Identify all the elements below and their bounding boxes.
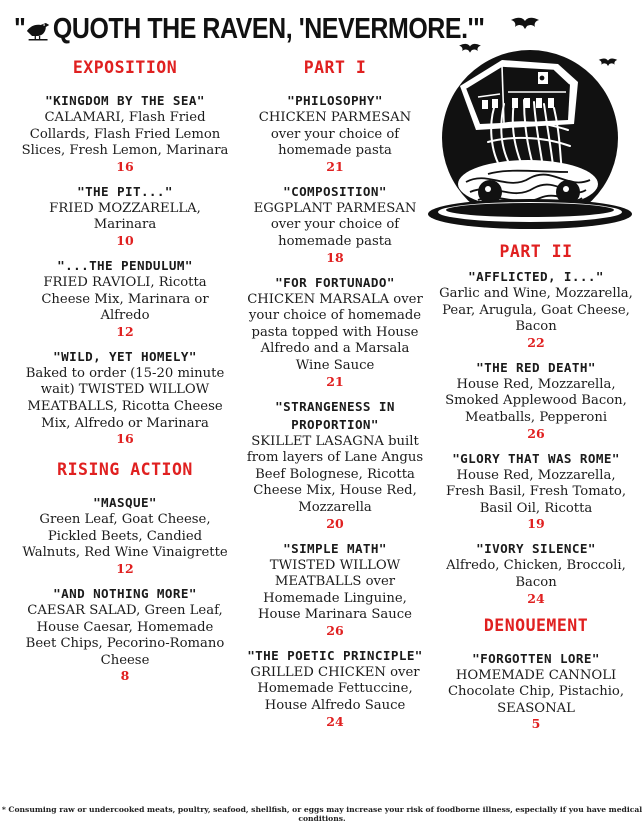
menu-item-description: EGGPLANT PARMESAN over your choice of homemade pasta	[253, 200, 417, 249]
bat-icon	[509, 14, 541, 32]
menu-item-description: Alfredo, Chicken, Broccoli, Bacon	[446, 558, 626, 590]
column-left	[20, 58, 230, 692]
menu-item-description: FRIED MOZZARELLA, Marinara	[49, 200, 201, 233]
menu-item-name: "WILD, YET HOMELY"	[53, 348, 197, 364]
section-title-denouement: DENOUEMENT	[483, 615, 589, 635]
menu-item-description: CAESAR SALAD, Green Leaf, House Caesar, Homemade Beet Chips, Pecorino-Romano Cheese	[25, 602, 225, 668]
menu-item	[438, 540, 634, 605]
menu-item-price: 18	[326, 249, 344, 265]
menu-item-name: "GLORY THAT WAS ROME"	[452, 450, 620, 466]
menu-item	[20, 92, 230, 174]
menu-item-description: SKILLET LASAGNA built from layers of Lane Angus Beef Bolognese, Ricotta Cheese Mix, House Red, Mozzarella	[246, 433, 424, 515]
part1-items	[246, 92, 424, 729]
menu-item-name: "SIMPLE MATH"	[283, 540, 387, 556]
menu-item-name: "MASQUE"	[93, 495, 157, 511]
menu-item-name: "FOR FORTUNADO"	[275, 274, 395, 290]
exposition-items	[20, 92, 230, 446]
section-title-part1: PART I	[303, 58, 367, 77]
menu-item	[20, 183, 230, 248]
menu-item-name: "FORGOTTEN LORE"	[472, 650, 600, 666]
menu-item-price: 12	[116, 323, 134, 339]
menu-item-name: "PHILOSOPHY"	[287, 93, 383, 108]
section-title-part2: PART II	[499, 242, 573, 261]
menu-item-description: HOMEMADE CANNOLI Chocolate Chip, Pistachio, SEASONAL	[447, 667, 625, 716]
menu-item-price: 26	[527, 425, 545, 441]
menu-item-price: 26	[326, 622, 344, 638]
section-title-rising-action: RISING ACTION	[57, 460, 193, 480]
menu-item-name: "COMPOSITION"	[283, 183, 387, 199]
title-text: QUOTH THE RAVEN, 'NEVERMORE.'"	[52, 13, 485, 45]
menu-item-description: GRILLED CHICKEN over Homemade Fettuccine, House Alfredo Sauce	[250, 664, 420, 714]
menu-item-description: TWISTED WILLOW MEATBALLS over Homemade Linguine, House Marinara Sauce	[258, 557, 412, 623]
menu-item-name: "IVORY SILENCE"	[476, 541, 596, 557]
menu-item	[246, 274, 424, 389]
menu-item-description: CHICKEN MARSALA over your choice of homemade pasta topped with House Alfredo and a Marsala Wine Sauce	[247, 291, 423, 373]
pasta-house-illustration	[418, 42, 636, 238]
menu-item-name: "THE RED DEATH"	[476, 359, 596, 375]
menu-item-price: 24	[326, 713, 344, 729]
column-right	[438, 242, 634, 740]
menu-item-price: 10	[116, 232, 134, 248]
menu-item	[20, 257, 230, 339]
menu-item-description: House Red, Mozzarella, Smoked Applewood Bacon, Meatballs, Pepperoni	[445, 376, 627, 425]
menu-item-price: 12	[116, 560, 134, 576]
menu-item-name: "THE PIT..."	[77, 183, 173, 199]
part2-items	[438, 268, 634, 606]
menu-item	[438, 268, 634, 350]
rising-action-items	[20, 494, 230, 683]
menu-item-price: 21	[326, 158, 344, 174]
menu-item-description: FRIED RAVIOLI, Ricotta Cheese Mix, Marinara or Alfredo	[41, 274, 209, 324]
menu-item-description: Green Leaf, Goat Cheese, Pickled Beets, Candied Walnuts, Red Wine Vinaigrette	[22, 512, 228, 561]
menu-item-price: 5	[531, 716, 541, 732]
menu-item-price: 24	[527, 590, 545, 606]
menu-item-price: 22	[527, 334, 545, 350]
menu-item	[20, 585, 230, 683]
menu-item	[20, 494, 230, 576]
menu-item-description: CHICKEN PARMESAN over your choice of homemade pasta	[258, 110, 412, 159]
menu-item	[20, 348, 230, 446]
menu-item-name: "STRANGENESS IN PROPORTION"	[275, 398, 395, 432]
menu-item	[438, 650, 634, 732]
menu-item	[246, 540, 424, 638]
menu-item-name: "...THE PENDULUM"	[57, 257, 193, 273]
menu-item-name: "AFFLICTED, I..."	[468, 269, 604, 284]
menu-item-description: Baked to order (15-20 minute wait) TWISTED WILLOW MEATBALLS, Ricotta Cheese Mix, Alfredo or Marinara	[25, 365, 225, 431]
menu-item-price: 16	[116, 158, 134, 174]
title-quote-open: "	[14, 13, 26, 45]
menu-item-name: "THE POETIC PRINCIPLE"	[247, 647, 423, 663]
page-title	[14, 6, 485, 52]
menu-item	[438, 359, 634, 441]
menu-item-description: House Red, Mozzarella, Fresh Basil, Fresh Tomato, Basil Oil, Ricotta	[445, 467, 627, 516]
menu-item-name: "KINGDOM BY THE SEA"	[45, 93, 205, 108]
menu-item-price: 8	[120, 668, 130, 684]
menu-item-price: 21	[326, 373, 344, 389]
menu-item-name: "AND NOTHING MORE"	[53, 585, 197, 601]
menu-item	[246, 183, 424, 265]
menu-item	[246, 647, 424, 729]
menu-item-description: Garlic and Wine, Mozzarella, Pear, Arugula, Goat Cheese, Bacon	[439, 286, 633, 335]
menu-item	[246, 398, 424, 531]
menu-item-price: 19	[527, 516, 545, 532]
menu-item-description: CALAMARI, Flash Fried Collards, Flash Fried Lemon Slices, Fresh Lemon, Marinara	[21, 110, 229, 159]
menu-item	[246, 92, 424, 174]
section-title-exposition: EXPOSITION	[72, 58, 178, 77]
raven-icon	[25, 17, 51, 41]
denouement-items	[438, 650, 634, 732]
menu-item-price: 20	[326, 515, 344, 531]
column-middle	[246, 58, 424, 738]
footer-disclaimer: * Consuming raw or undercooked meats, poultry, seafood, shellfish, or eggs may increase your risk of foodborne illness, especially if you have medical conditions.	[1, 805, 643, 823]
menu-item-price: 16	[116, 431, 134, 447]
menu-item	[438, 450, 634, 532]
